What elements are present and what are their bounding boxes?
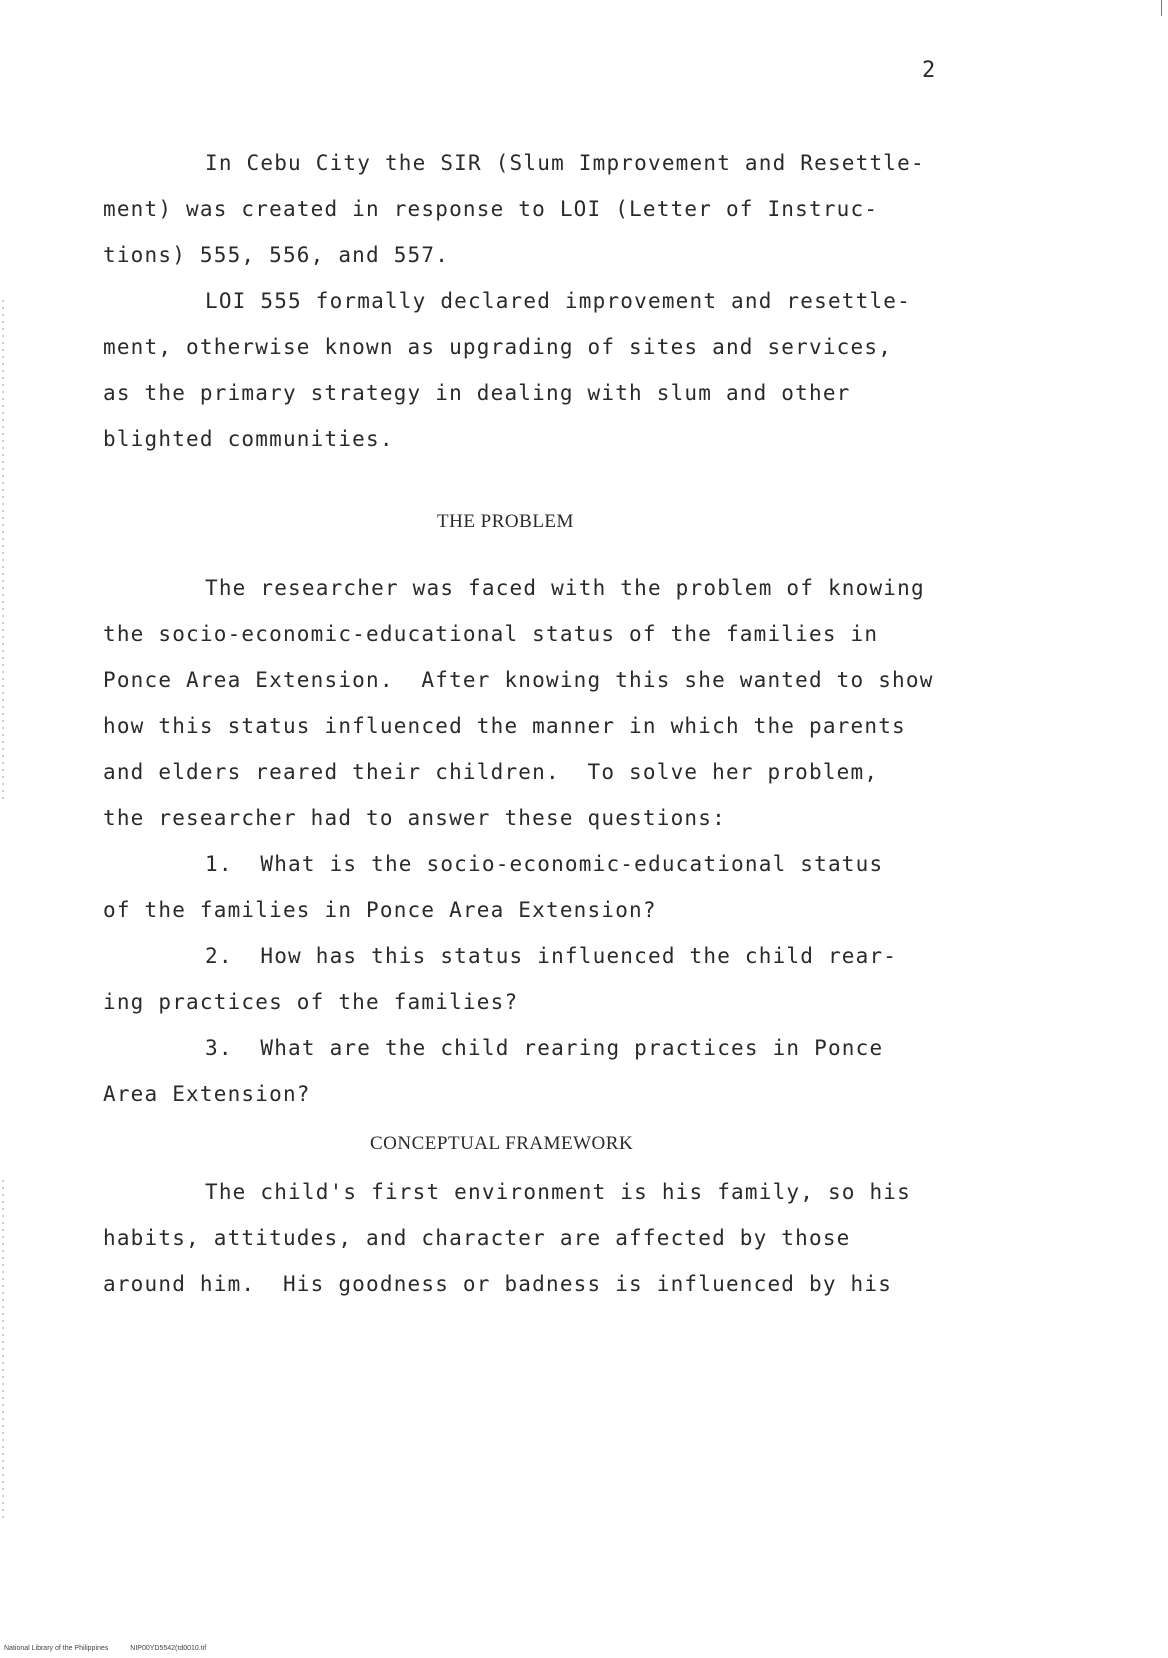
framework-line: The child's first environment is his family, so his [205,1180,911,1204]
question-line: 2. How has this status influenced the child rear- [205,944,898,968]
section-heading-problem: THE PROBLEM [437,511,574,532]
footer-library: National Library of the Philippines [4,1645,109,1652]
intro-line: In Cebu City the SIR (Slum Improvement and Resettle- [205,151,925,175]
question-line: 3. What are the child rearing practices in Ponce [205,1036,884,1060]
problem-line: the socio-economic-educational status of the families in [103,622,879,646]
intro-line: ment, otherwise known as upgrading of sites and services, [103,335,893,359]
scan-footer [4,1645,206,1652]
problem-line: and elders reared their children. To solve her problem, [103,760,879,784]
question-line: ing practices of the families? [103,990,519,1014]
intro-line: ment) was created in response to LOI (Letter of Instruc- [103,197,879,221]
framework-line: habits, attitudes, and character are affected by those [103,1226,851,1250]
problem-line: how this status influenced the manner in which the parents [103,714,906,738]
section-heading-framework: CONCEPTUAL FRAMEWORK [370,1133,634,1154]
problem-line: The researcher was faced with the problem of knowing [205,576,925,600]
intro-line: tions) 555, 556, and 557. [103,243,450,267]
scan-edge-artifact [2,1180,4,1520]
framework-line: around him. His goodness or badness is influenced by his [103,1272,893,1296]
problem-line: the researcher had to answer these questions: [103,806,726,830]
question-line: of the families in Ponce Area Extension? [103,898,657,922]
footer-file: NIP00YD5542(td0010.tif [130,1645,207,1652]
intro-line: blighted communities. [103,427,394,451]
scan-edge-artifact [2,300,4,800]
question-line: 1. What is the socio-economic-educational status [205,852,884,876]
problem-line: Ponce Area Extension. After knowing this she wanted to show [103,668,934,692]
intro-line: LOI 555 formally declared improvement and resettle- [205,289,911,313]
intro-line: as the primary strategy in dealing with slum and other [103,381,851,405]
question-line: Area Extension? [103,1082,311,1106]
page-number: 2 [922,58,936,83]
scan-mark [1161,0,1162,16]
